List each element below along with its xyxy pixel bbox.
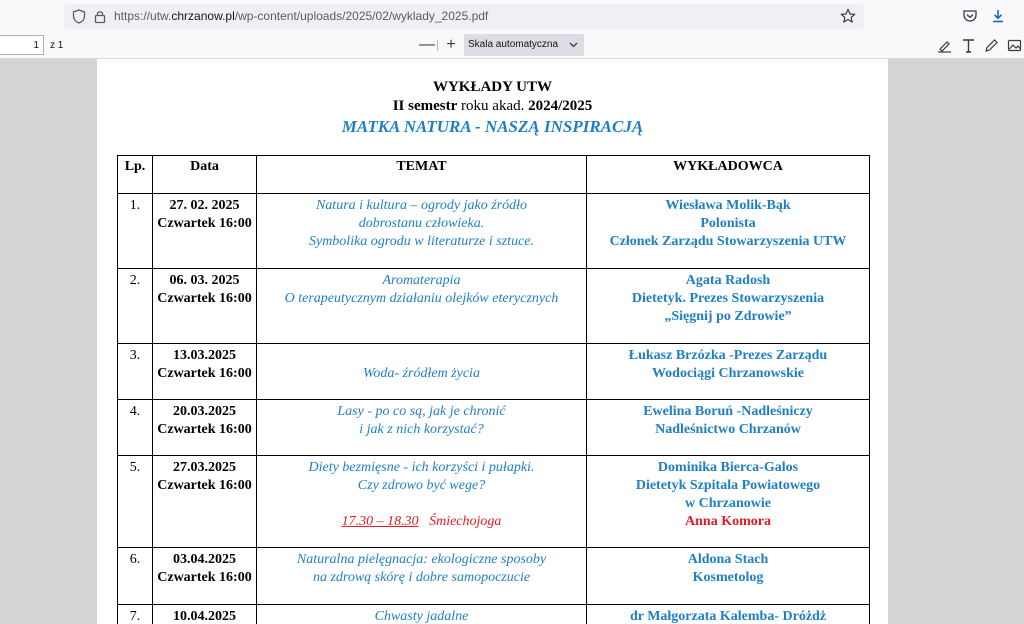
- topic-line: dobrostanu człowieka.: [358, 216, 485, 231]
- document-subtitle: [97, 98, 888, 115]
- image-tool-icon[interactable]: [1007, 38, 1022, 53]
- date-value: 10.04.2025: [173, 609, 236, 624]
- date-value: 20.03.2025: [173, 404, 236, 419]
- table-header-row: [118, 156, 870, 194]
- header-lp: Lp.: [118, 156, 153, 194]
- document-title: WYKŁADY UTW: [432, 79, 553, 95]
- subtitle-semester: II semestr: [392, 98, 458, 114]
- lecturer-line-extra: Anna Komora: [685, 514, 771, 529]
- zoom-in-button[interactable]: +: [446, 36, 456, 53]
- date-value: 13.03.2025: [173, 348, 236, 363]
- zoom-out-button[interactable]: —: [419, 36, 435, 53]
- cell-lp: 6.: [118, 548, 153, 605]
- topic-line: Diety bezmięsne - ich korzyści i pułapki.: [308, 460, 535, 475]
- date-value: 27.03.2025: [173, 460, 236, 475]
- cell-lecturer: [587, 344, 870, 400]
- topic-line: O terapeutycznym działaniu olejków eterycznych: [284, 291, 559, 306]
- table-row: [118, 456, 870, 548]
- cell-date: [153, 548, 257, 605]
- url-prefix: https://utw.: [114, 9, 172, 23]
- table-row: [118, 194, 870, 269]
- cell-topic: [257, 456, 587, 548]
- page-number-input[interactable]: [0, 35, 44, 55]
- cell-lp: 2.: [118, 269, 153, 344]
- lecturer-line: Członek Zarządu Stowarzyszenia UTW: [609, 234, 847, 249]
- topic-line: i jak z nich korzystać?: [359, 422, 484, 437]
- table-row: [118, 344, 870, 400]
- draw-icon[interactable]: [984, 38, 999, 53]
- topic-line: Naturalna pielęgnacja: ekologiczne sposoby: [296, 552, 547, 567]
- lecturer-line: „Sięgnij po Zdrowie”: [664, 309, 792, 324]
- day-value: Czwartek 16:00: [157, 291, 252, 306]
- cell-topic: [257, 548, 587, 605]
- extra-event-time: 17.30 – 18.30: [341, 514, 419, 529]
- url-path: /wp-content/uploads/2025/02/wyklady_2025.pdf: [234, 9, 489, 23]
- lecturer-line: dr Małgorzata Kalemba- Dróżdż: [629, 609, 827, 624]
- cell-date: [153, 194, 257, 269]
- pdf-toolbar: [0, 32, 1024, 59]
- lecturer-line: Agata Radosh: [685, 273, 771, 288]
- cell-lecturer: [587, 269, 870, 344]
- header-topic: TEMAT: [257, 156, 587, 194]
- cell-lecturer: [587, 605, 870, 624]
- cell-topic: [257, 400, 587, 456]
- table-row: [118, 548, 870, 605]
- cell-lp: 4.: [118, 400, 153, 456]
- day-value: Czwartek 16:00: [157, 570, 252, 585]
- lecturer-line: Polonista: [700, 216, 756, 231]
- lecturer-line: Dominika Bierca-Galos: [657, 460, 799, 475]
- lecturer-line: w Chrzanowie: [685, 496, 771, 511]
- pocket-icon[interactable]: [962, 8, 978, 24]
- text-tool-icon[interactable]: [961, 38, 976, 53]
- url-text[interactable]: [114, 9, 488, 23]
- cell-lecturer: [587, 194, 870, 269]
- date-value: 06. 03. 2025: [169, 273, 240, 288]
- back-icon[interactable]: [8, 8, 24, 24]
- table-row: [118, 269, 870, 344]
- cell-date: [153, 269, 257, 344]
- cell-date: [153, 344, 257, 400]
- lecturer-line: Nadleśnictwo Chrzanów: [655, 422, 801, 437]
- lecturer-line: Kosmetolog: [692, 570, 764, 585]
- cell-lecturer: [587, 400, 870, 456]
- topic-line: Woda- źródłem życia: [363, 366, 480, 381]
- table-row: [118, 400, 870, 456]
- lecturer-line: Ewelina Boruń -Nadleśniczy: [643, 404, 813, 419]
- topic-line: Aromaterapia: [382, 273, 461, 288]
- lock-icon[interactable]: [94, 9, 106, 24]
- header-lecturer: WYKŁADOWCA: [587, 156, 870, 194]
- cell-lecturer: [587, 456, 870, 548]
- cell-lp: 3.: [118, 344, 153, 400]
- subtitle-year: 2024/2025: [528, 98, 593, 114]
- cell-lp: 7.: [118, 605, 153, 624]
- browser-toolbar: [0, 0, 1024, 32]
- day-value: Czwartek 16:00: [157, 422, 252, 437]
- cell-topic: [257, 194, 587, 269]
- pdf-page: [97, 59, 888, 624]
- lecturer-line: Łukasz Brzózka -Prezes Zarządu: [628, 348, 828, 363]
- topic-line: na zdrową skórę i dobre samopoczucie: [312, 570, 531, 585]
- cell-lp: 1.: [118, 194, 153, 269]
- address-bar[interactable]: [64, 4, 864, 29]
- highlight-icon[interactable]: [937, 38, 952, 53]
- zoom-select[interactable]: [464, 34, 584, 56]
- cell-date: [153, 456, 257, 548]
- shield-icon[interactable]: [72, 9, 86, 24]
- lecturer-line: Dietetyk. Prezes Stowarzyszenia: [631, 291, 825, 306]
- document-theme: MATKA NATURA - NASZĄ INSPIRACJĄ: [341, 117, 644, 136]
- table-row: [118, 605, 870, 624]
- lecturer-line: Wiesława Molik-Bąk: [665, 198, 791, 213]
- date-value: 03.04.2025: [173, 552, 236, 567]
- topic-line: Czy zdrowo być wege?: [357, 478, 486, 493]
- topic-line: Symbolika ogrodu w literaturze i sztuce.: [308, 234, 535, 249]
- lecturer-line: Dietetyk Szpitala Powiatowego: [635, 478, 821, 493]
- cell-topic: [257, 344, 587, 400]
- subtitle-text: roku akad.: [457, 98, 529, 114]
- zoom-select-value: Skala automatyczna: [468, 39, 559, 50]
- day-value: Czwartek 16:00: [157, 366, 252, 381]
- topic-line: Lasy - po co są, jak je chronić: [337, 404, 506, 419]
- pdf-viewer[interactable]: [0, 59, 1024, 624]
- cell-lp: 5.: [118, 456, 153, 548]
- page-count-label: z 1: [50, 40, 64, 51]
- zoom-divider: [437, 40, 438, 51]
- extra-event-title: Śmiechojoga: [429, 514, 502, 529]
- lecturer-line: Aldona Stach: [687, 552, 769, 567]
- topic-line: Chwasty jadalne: [374, 609, 469, 624]
- cell-lecturer: [587, 548, 870, 605]
- topic-line: Natura i kultura – ogrody jako źródło: [315, 198, 528, 213]
- chevron-down-icon: [569, 40, 578, 49]
- bookmark-star-icon[interactable]: [840, 8, 856, 24]
- cell-date: [153, 605, 257, 624]
- cell-date: [153, 400, 257, 456]
- cell-topic: [257, 605, 587, 624]
- cell-topic: [257, 269, 587, 344]
- url-domain: chrzanow.pl: [171, 9, 235, 23]
- extra-event: [257, 513, 586, 531]
- lecturer-line: Wodociągi Chrzanowskie: [651, 366, 805, 381]
- lectures-table: [117, 155, 870, 624]
- downloads-icon[interactable]: [990, 8, 1006, 24]
- day-value: Czwartek 16:00: [157, 478, 252, 493]
- header-date: Data: [153, 156, 257, 194]
- date-value: 27. 02. 2025: [169, 198, 240, 213]
- day-value: Czwartek 16:00: [157, 216, 252, 231]
